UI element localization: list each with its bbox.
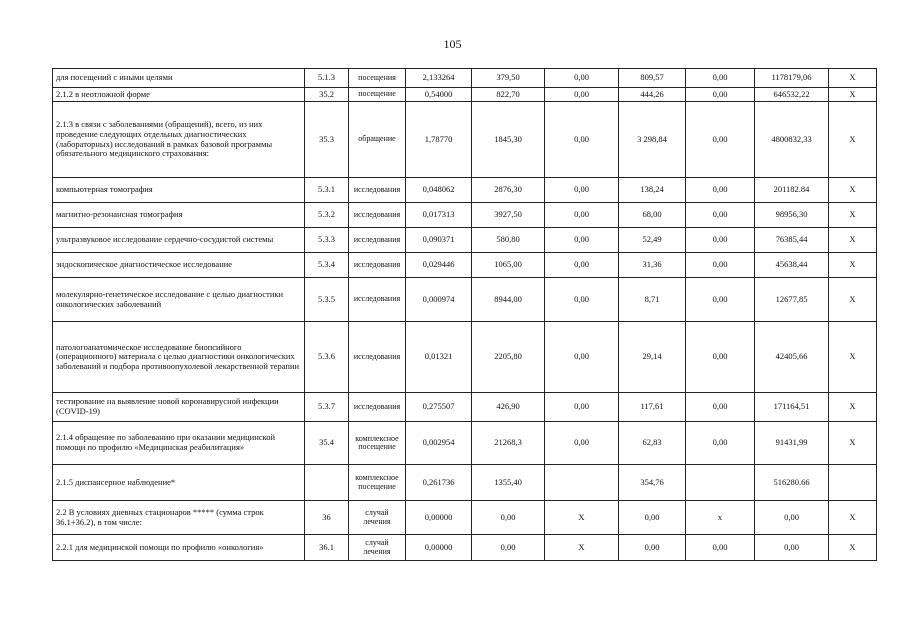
row-unit: исследования <box>349 228 406 253</box>
cell-value: 444,26 <box>619 88 686 102</box>
cell-value: 4800832,33 <box>755 102 829 178</box>
table-row <box>53 535 877 561</box>
cell-value: 1178179,06 <box>755 69 829 88</box>
cell-value: 2,133264 <box>406 69 472 88</box>
row-description: компьютерная томография <box>53 178 305 203</box>
row-unit: случай лечения <box>349 501 406 535</box>
cell-value: 0,00 <box>472 535 545 561</box>
cell-value: 0,00 <box>686 535 755 561</box>
row-description: эндоскопическое диагностическое исследование <box>53 253 305 278</box>
cell-value: 21268,3 <box>472 422 545 465</box>
cell-value: 0,261736 <box>406 465 472 501</box>
cell-value: 0,00 <box>686 228 755 253</box>
cell-value: 0,000974 <box>406 278 472 322</box>
table-row <box>53 422 877 465</box>
cell-value: 809,57 <box>619 69 686 88</box>
cell-value: 0,00 <box>755 535 829 561</box>
row-description: молекулярно-генетическое исследование с целью диагностики онкологических заболеваний <box>53 278 305 322</box>
cell-value: 45638,44 <box>755 253 829 278</box>
cell-value: 0,00 <box>545 278 619 322</box>
row-code: 5.3.1 <box>305 178 349 203</box>
table-row <box>53 393 877 422</box>
row-description: для посещений с иными целями <box>53 69 305 88</box>
cell-value: 1065,00 <box>472 253 545 278</box>
table-row <box>53 102 877 178</box>
table-row <box>53 253 877 278</box>
table-row <box>53 322 877 393</box>
row-code: 35.3 <box>305 102 349 178</box>
table-row <box>53 178 877 203</box>
cell-value <box>686 465 755 501</box>
cell-value: 3927,50 <box>472 203 545 228</box>
cell-value: 0,00 <box>619 501 686 535</box>
cell-value: 0,00 <box>686 203 755 228</box>
row-code: 36 <box>305 501 349 535</box>
cell-value: 0,002954 <box>406 422 472 465</box>
cell-value: 0,017313 <box>406 203 472 228</box>
cell-value: 8,71 <box>619 278 686 322</box>
cell-value: X <box>829 228 877 253</box>
cell-value: 12677,85 <box>755 278 829 322</box>
cell-value: 0,00 <box>545 228 619 253</box>
row-code: 5.3.4 <box>305 253 349 278</box>
row-description: патологоанатомическое исследование биопсийного (операционного) материала с целью диагностики онкологических заболеваний и подбора противоопухолевой лекарственной терапии <box>53 322 305 393</box>
cell-value: 0,00 <box>545 422 619 465</box>
cell-value: 171164,51 <box>755 393 829 422</box>
cell-value: 68,00 <box>619 203 686 228</box>
cell-value: X <box>829 178 877 203</box>
table-row <box>53 203 877 228</box>
cell-value: 0,00 <box>686 422 755 465</box>
cell-value: 0,00 <box>545 203 619 228</box>
row-code: 5.3.5 <box>305 278 349 322</box>
cell-value: 0,00 <box>686 253 755 278</box>
cell-value: 0,048062 <box>406 178 472 203</box>
row-description: 2.1.4 обращение по заболеванию при оказании медицинской помощи по профилю «Медицинская реабилитация» <box>53 422 305 465</box>
cell-value: 822,70 <box>472 88 545 102</box>
row-unit: посещения <box>349 69 406 88</box>
table-row <box>53 88 877 102</box>
cell-value: X <box>829 501 877 535</box>
cell-value: 31,36 <box>619 253 686 278</box>
table-row <box>53 501 877 535</box>
cell-value: 379,50 <box>472 69 545 88</box>
row-unit: исследования <box>349 253 406 278</box>
row-unit: исследования <box>349 393 406 422</box>
table-row <box>53 278 877 322</box>
cell-value: 138,24 <box>619 178 686 203</box>
cell-value: X <box>829 253 877 278</box>
cell-value: 0,00 <box>686 278 755 322</box>
row-code: 5.3.7 <box>305 393 349 422</box>
cell-value: 91431,99 <box>755 422 829 465</box>
cell-value: 0,00 <box>545 253 619 278</box>
cell-value: X <box>829 393 877 422</box>
row-description: 2.2 В условиях дневных стационаров ***** (сумма строк 36.1+36.2), в том числе: <box>53 501 305 535</box>
row-unit: случай лечения <box>349 535 406 561</box>
cell-value: 0,00 <box>755 501 829 535</box>
row-code: 5.1.3 <box>305 69 349 88</box>
row-unit: обращение <box>349 102 406 178</box>
row-unit: исследования <box>349 178 406 203</box>
table-row <box>53 465 877 501</box>
cell-value: 0,00 <box>686 322 755 393</box>
row-description: 2.1.5 диспансерное наблюдение* <box>53 465 305 501</box>
cell-value: 62,83 <box>619 422 686 465</box>
cell-value <box>545 465 619 501</box>
cell-value: 354,76 <box>619 465 686 501</box>
cell-value: 0,00 <box>545 69 619 88</box>
cell-value: 0,54000 <box>406 88 472 102</box>
table-row <box>53 228 877 253</box>
cell-value: 42405,66 <box>755 322 829 393</box>
cell-value: 0,00 <box>686 69 755 88</box>
cell-value: 1845,30 <box>472 102 545 178</box>
cell-value: 0,029446 <box>406 253 472 278</box>
cell-value: X <box>829 535 877 561</box>
cell-value: 52,49 <box>619 228 686 253</box>
cell-value: X <box>829 69 877 88</box>
cell-value: X <box>829 422 877 465</box>
row-unit: исследования <box>349 322 406 393</box>
data-table <box>52 68 877 561</box>
cell-value: 0,00000 <box>406 535 472 561</box>
cell-value: 0,00000 <box>406 501 472 535</box>
cell-value: 0,090371 <box>406 228 472 253</box>
row-unit: исследования <box>349 203 406 228</box>
cell-value: 0,00 <box>686 393 755 422</box>
cell-value: X <box>545 501 619 535</box>
cell-value: X <box>829 203 877 228</box>
cell-value: 117,61 <box>619 393 686 422</box>
row-unit: исследования <box>349 278 406 322</box>
cell-value: X <box>829 322 877 393</box>
cell-value: 2205,80 <box>472 322 545 393</box>
row-code: 5.3.2 <box>305 203 349 228</box>
cell-value: 76385,44 <box>755 228 829 253</box>
cell-value: 646532,22 <box>755 88 829 102</box>
page-number: 105 <box>443 37 462 51</box>
row-description: магнитно-резонансная томография <box>53 203 305 228</box>
table-row <box>53 69 877 88</box>
cell-value: X <box>545 535 619 561</box>
cell-value: 0,00 <box>472 501 545 535</box>
row-code: 5.3.6 <box>305 322 349 393</box>
row-code: 5.3.3 <box>305 228 349 253</box>
cell-value: 426,90 <box>472 393 545 422</box>
row-description: тестирование на выявление новой коронавирусной инфекции (COVID-19) <box>53 393 305 422</box>
cell-value: 0,00 <box>686 88 755 102</box>
cell-value: X <box>829 278 877 322</box>
table-body <box>53 69 877 561</box>
cell-value: 98956,30 <box>755 203 829 228</box>
cell-value: x <box>686 501 755 535</box>
cell-value: 0,00 <box>545 393 619 422</box>
cell-value: 0,00 <box>545 88 619 102</box>
row-description: 2.1.2 в неотложной форме <box>53 88 305 102</box>
cell-value: 1355,40 <box>472 465 545 501</box>
cell-value: 3 298,84 <box>619 102 686 178</box>
cell-value <box>829 465 877 501</box>
cell-value: 2876,30 <box>472 178 545 203</box>
cell-value: 0,00 <box>545 178 619 203</box>
cell-value: 29,14 <box>619 322 686 393</box>
cell-value: 0,00 <box>619 535 686 561</box>
cell-value: 0,00 <box>545 322 619 393</box>
row-code: 35.4 <box>305 422 349 465</box>
cell-value: 0,01321 <box>406 322 472 393</box>
row-code <box>305 465 349 501</box>
cell-value: 1,78770 <box>406 102 472 178</box>
cell-value: 580,80 <box>472 228 545 253</box>
row-unit: посещение <box>349 88 406 102</box>
cell-value: 0,00 <box>545 102 619 178</box>
cell-value: 0,275507 <box>406 393 472 422</box>
cell-value: 516280.66 <box>755 465 829 501</box>
cell-value: X <box>829 88 877 102</box>
row-description: ультразвуковое исследование сердечно-сосудистой системы <box>53 228 305 253</box>
row-description: 2.1.3 в связи с заболеваниями (обращений), всего, из них проведение следующих отдельных диагностических (лабораторных) исследований в рамках базовой программы обязательного медицинского страхования: <box>53 102 305 178</box>
cell-value: 8944,00 <box>472 278 545 322</box>
cell-value: 0,00 <box>686 102 755 178</box>
row-code: 35.2 <box>305 88 349 102</box>
row-description: 2.2.1 для медицинской помощи по профилю «онкология» <box>53 535 305 561</box>
cell-value: 201182.84 <box>755 178 829 203</box>
row-unit: комплексное посещение <box>349 422 406 465</box>
cell-value: 0,00 <box>686 178 755 203</box>
row-code: 36.1 <box>305 535 349 561</box>
cell-value: X <box>829 102 877 178</box>
row-unit: комплексное посещение <box>349 465 406 501</box>
